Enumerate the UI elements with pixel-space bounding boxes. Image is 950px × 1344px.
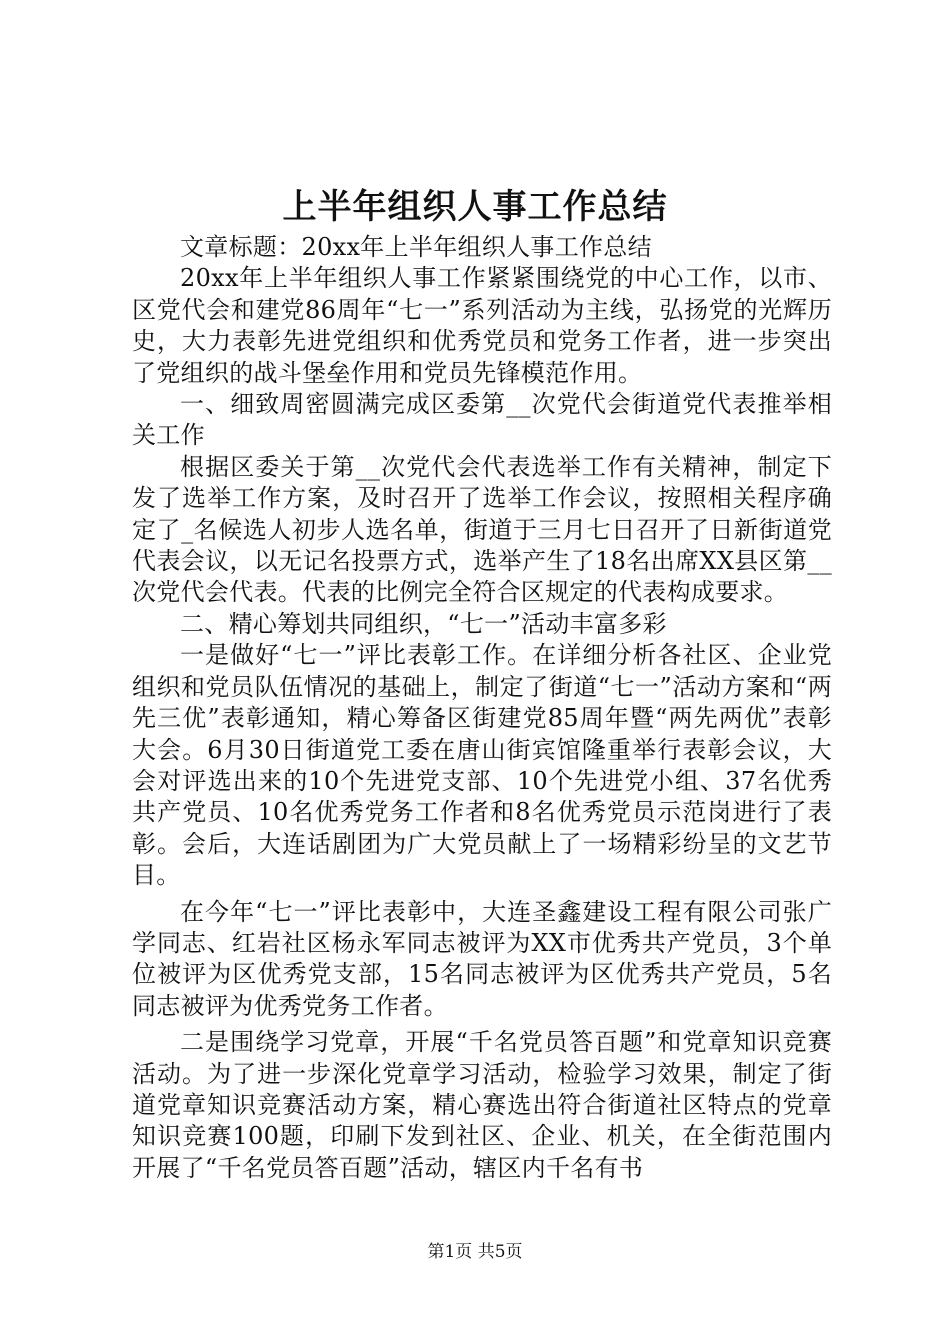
- paragraph-election: 根据区委关于第__次党代会代表选举工作有关精神，制定下发了选举工作方案，及时召开了选举工作会议，按照相关程序确定了_名候选人初步人选名单，街道于三月七日召开了日新街道党代表会议，以无记名投票方式，选举产生了18名出席XX县区第__次党代会代表。代表的比例完全符合区规定的代表构成要求。: [132, 452, 832, 607]
- section-heading-1: 一、细致周密圆满完成区委第__次党代会街道党代表推举相关工作: [132, 390, 832, 450]
- document-title: 上半年组织人事工作总结: [282, 187, 668, 227]
- paragraph-party-constitution: 二是围绕学习党章，开展“千名党员答百题”和党章知识竞赛活动。为了进一步深化党章学习活动，检验学习效果，制定了街道党章知识竞赛活动方案，精心赛选出符合街道社区特点的党章知识竞赛100题，印刷下发到社区、企业、机关，在全街范围内开展了“千名党员答百题”活动，辖区内千名有书: [132, 1028, 832, 1182]
- paragraph-intro: 20xx年上半年组织人事工作紧紧围绕党的中心工作，以市、区党代会和建党86周年“七一”系列活动为主线，弘扬党的光辉历史，大力表彰先进党组织和优秀党员和党务工作者，进一步突出了党组织的战斗堡垒作用和党员先锋模范作用。: [132, 264, 832, 387]
- section-heading-2: 二、精心筹划共同组织，“七一”活动丰富多彩: [180, 609, 667, 638]
- paragraph-awards: 在今年“七一”评比表彰中，大连圣鑫建设工程有限公司张广学同志、红岩社区杨永军同志被评为XX市优秀共产党员，3个单位被评为区优秀党支部，15名同志被评为区优秀共产党员，5名同志被评为优秀党务工作者。: [132, 897, 832, 1020]
- paragraph-article-title: 文章标题：20xx年上半年组织人事工作总结: [180, 233, 652, 261]
- paragraph-commendation: 一是做好“七一”评比表彰工作。在详细分析各社区、企业党组织和党员队伍情况的基础上，制定了街道“七一”活动方案和“两先三优”表彰通知，精心筹备区街建党85周年暨“两先两优”表彰大会。6月30日街道党工委在唐山街宾馆隆重举行表彰会议，大会对评选出来的10个先进党支部、10个先进党小组、37名优秀共产党员、10名优秀党务工作者和8名优秀党员示范岗进行了表彰。会后，大连话剧团为广大党员献上了一场精彩纷呈的文艺节目。: [132, 641, 832, 890]
- document-body: [132, 232, 832, 1184]
- page-number-footer: 第1页 共5页: [427, 1242, 523, 1262]
